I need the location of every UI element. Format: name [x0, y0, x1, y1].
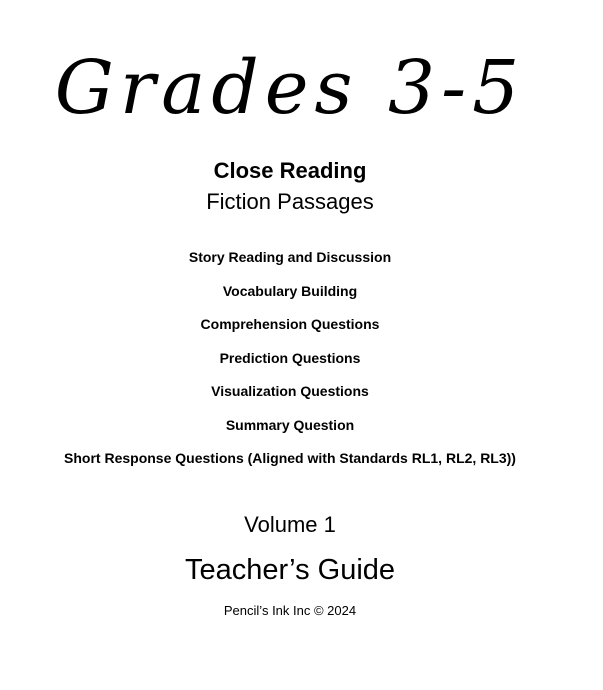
subject-title: Close Reading — [213, 158, 367, 183]
feature-item: Vocabulary Building — [222, 282, 358, 299]
feature-item: Prediction Questions — [219, 349, 361, 366]
grade-title: Grades 3-5 — [54, 45, 526, 131]
guide-title: Teacher’s Guide — [184, 554, 396, 586]
volume-label: Volume 1 — [244, 512, 336, 537]
feature-item: Comprehension Questions — [200, 316, 380, 332]
feature-list — [0, 248, 580, 483]
feature-item: Visualization Questions — [211, 383, 369, 399]
feature-item: Summary Question — [225, 416, 355, 433]
subtitle: Fiction Passages — [206, 189, 374, 214]
feature-item: Story Reading and Discussion — [188, 249, 392, 265]
copyright-notice: Pencil’s Ink Inc © 2024 — [223, 603, 357, 618]
feature-item: Short Response Questions (Aligned with Standards RL1, RL2, RL3)) — [64, 450, 516, 466]
